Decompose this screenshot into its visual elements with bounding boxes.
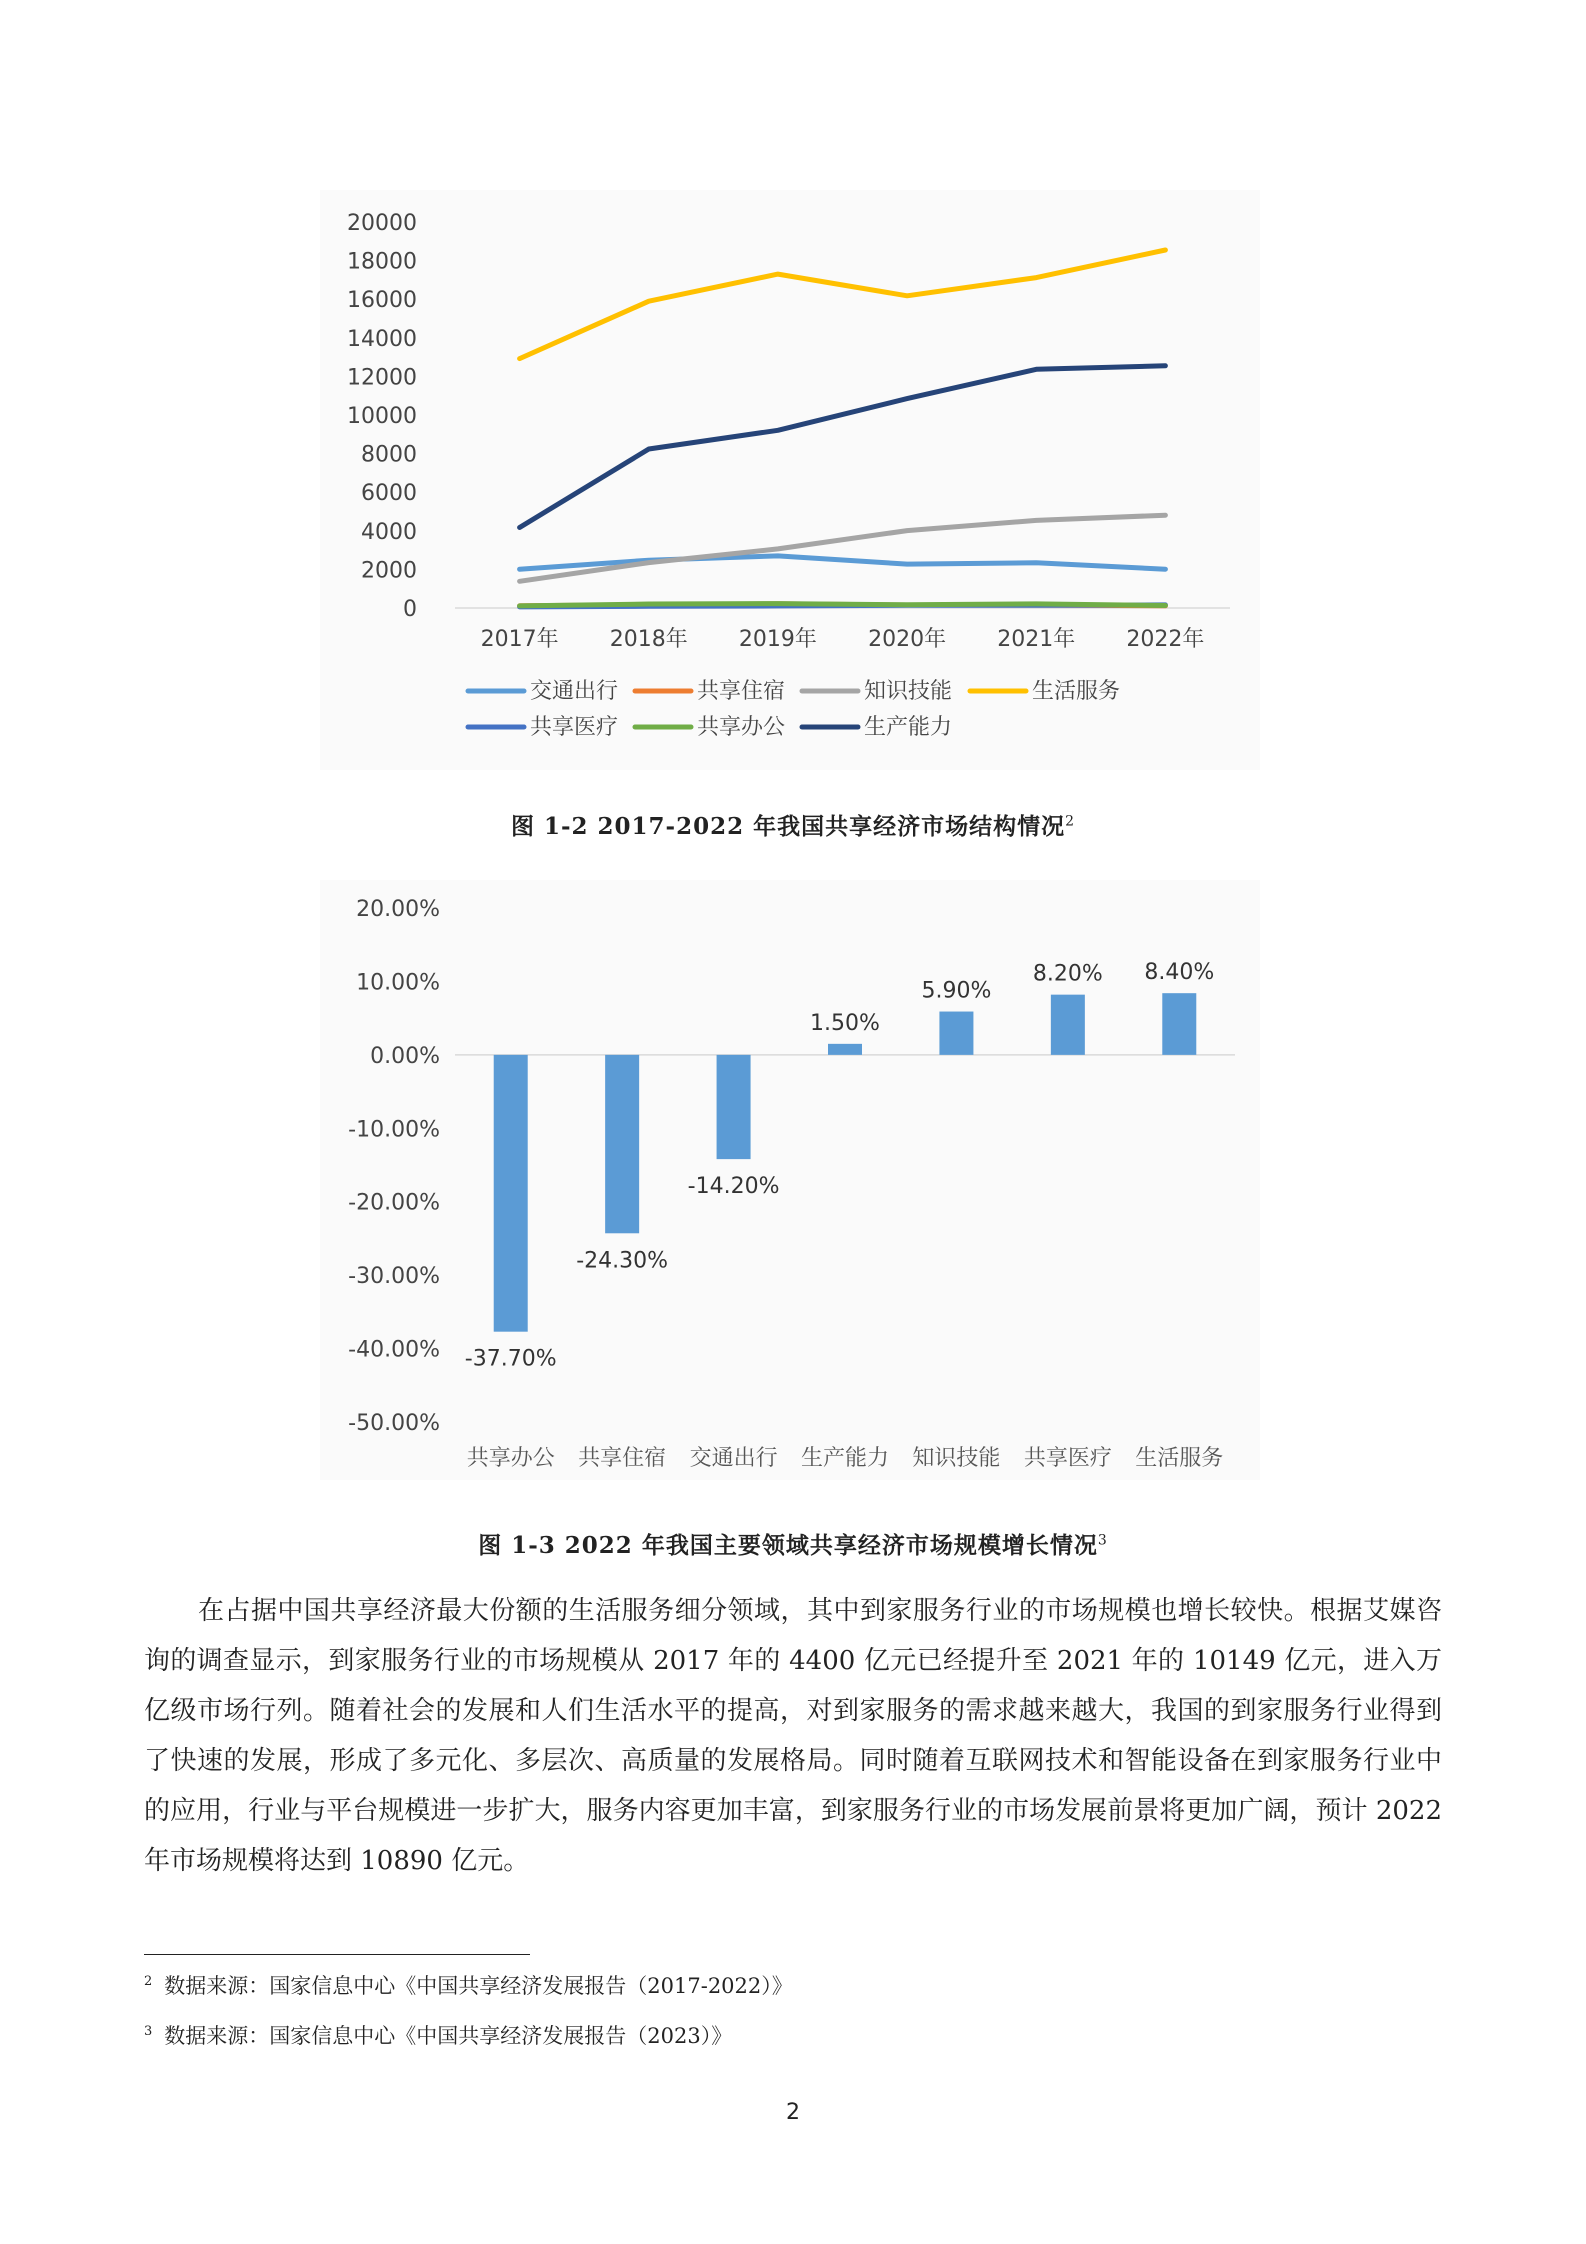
line-x-tick-label: 2017年 xyxy=(480,627,559,652)
bar-chart-svg xyxy=(320,880,1260,1480)
line-x-tick-label: 2021年 xyxy=(997,627,1076,652)
body-paragraph: 在占据中国共享经济最大份额的生活服务细分领域，其中到家服务行业的市场规模也增长较快。根据艾媒咨询的调查显示，到家服务行业的市场规模从 2017 年的 4400 亿元已经提升至 2021 年的 10149 亿元，进入万亿级市场行列。随着社会的发展和人们生活水平的提高，对到家服务的需求越来越大，我国的到家服务行业得到了快速的发展，形成了多元化、多层次、高质量的发展格局。同时随着互联网技术和智能设备在到家服务行业中的应用，行业与平台规模进一步扩大，服务内容更加丰富，到家服务行业的市场发展前景将更加广阔，预计 2022 年市场规模将达到 10890 亿元。 xyxy=(144,1596,1442,1876)
line-y-tick-label: 16000 xyxy=(347,288,417,314)
line-chart-svg xyxy=(320,190,1260,770)
bar-x-tick-label: 交通出行 xyxy=(689,1446,778,1471)
bar-7 xyxy=(1162,993,1196,1055)
line-y-tick-label: 20000 xyxy=(347,211,417,236)
bar-y-tick-label: 20.00% xyxy=(356,897,440,922)
bar-6 xyxy=(1051,995,1085,1055)
line-y-tick-label: 14000 xyxy=(347,326,417,352)
figure-caption-1-3 xyxy=(0,1527,1586,1560)
bar-x-tick-label: 共享住宿 xyxy=(578,1446,667,1471)
legend-label: 共享住宿 xyxy=(697,679,786,704)
figure-caption-1-3-text: 图 1-3 2022 年我国主要领域共享经济市场规模增长情况 xyxy=(478,1532,1098,1559)
bar-y-tick-label: -30.00% xyxy=(348,1264,440,1290)
bar-chart xyxy=(320,880,1260,1480)
bar-y-tick-label: -10.00% xyxy=(348,1117,440,1143)
footnote-2-number: 2 xyxy=(144,1974,153,1989)
line-x-tick-label: 2019年 xyxy=(738,627,817,652)
bar-x-tick-label: 知识技能 xyxy=(912,1446,1001,1471)
bar-x-tick-label: 生活服务 xyxy=(1135,1446,1224,1471)
legend-label: 交通出行 xyxy=(530,679,619,704)
line-y-tick-label: 10000 xyxy=(347,404,417,429)
line-y-tick-label: 8000 xyxy=(361,442,417,468)
line-y-tick-label: 12000 xyxy=(347,365,417,391)
bar-data-label: 8.20% xyxy=(1032,961,1103,987)
bar-y-tick-label: -20.00% xyxy=(348,1190,440,1216)
line-x-tick-label: 2022年 xyxy=(1126,627,1205,652)
bar-x-tick-label: 共享办公 xyxy=(466,1446,555,1471)
line-y-tick-label: 18000 xyxy=(347,249,417,275)
legend-label: 生活服务 xyxy=(1032,679,1121,704)
footnote-2-text: 数据来源：国家信息中心《中国共享经济发展报告（2017-2022）》 xyxy=(164,1974,793,1998)
footnote-3-text: 数据来源：国家信息中心《中国共享经济发展报告（2023）》 xyxy=(164,2024,733,2048)
bar-2 xyxy=(605,1055,639,1233)
legend-label: 共享医疗 xyxy=(530,715,619,740)
line-x-tick-label: 2020年 xyxy=(868,627,947,652)
bar-data-label: 1.50% xyxy=(810,1010,880,1036)
line-y-tick-label: 6000 xyxy=(361,481,417,507)
bar-x-tick-label: 生产能力 xyxy=(800,1446,890,1471)
line-x-tick-label: 2018年 xyxy=(609,627,688,652)
legend-label: 知识技能 xyxy=(864,679,953,704)
bar-y-tick-label: -50.00% xyxy=(348,1411,440,1436)
bar-y-tick-label: 10.00% xyxy=(356,970,440,996)
bar-chart-background xyxy=(320,880,1260,1480)
legend-label: 共享办公 xyxy=(697,715,786,740)
figure-caption-1-2 xyxy=(0,808,1586,841)
bar-1 xyxy=(494,1055,528,1332)
bar-5 xyxy=(939,1012,973,1055)
footnote-2 xyxy=(144,1970,793,2000)
bar-data-label: -14.20% xyxy=(687,1174,780,1200)
bar-y-tick-label: 0.00% xyxy=(370,1043,440,1069)
bar-data-label: 8.40% xyxy=(1144,960,1215,986)
footnote-ref-3[interactable]: 3 xyxy=(1097,1532,1108,1549)
footnote-divider xyxy=(144,1954,530,1955)
figure-caption-1-2-text: 图 1-2 2017-2022 年我国共享经济市场结构情况 xyxy=(510,813,1066,840)
footnote-ref-2[interactable]: 2 xyxy=(1065,813,1076,830)
line-chart xyxy=(320,190,1260,770)
bar-data-label: 5.90% xyxy=(921,978,992,1004)
footnote-3 xyxy=(144,2020,732,2050)
line-y-tick-label: 4000 xyxy=(361,519,417,545)
bar-3 xyxy=(717,1055,751,1159)
bar-x-tick-label: 共享医疗 xyxy=(1023,1446,1112,1471)
bar-4 xyxy=(828,1044,862,1055)
line-series-6 xyxy=(520,604,1166,606)
page-number: 2 xyxy=(786,2100,800,2125)
line-y-tick-label: 2000 xyxy=(361,558,417,584)
footnote-3-number: 3 xyxy=(144,2024,153,2039)
bar-data-label: -37.70% xyxy=(464,1346,557,1372)
line-y-tick-label: 0 xyxy=(403,597,417,622)
bar-data-label: -24.30% xyxy=(576,1248,669,1274)
legend-label: 生产能力 xyxy=(864,715,953,740)
bar-y-tick-label: -40.00% xyxy=(348,1337,440,1363)
